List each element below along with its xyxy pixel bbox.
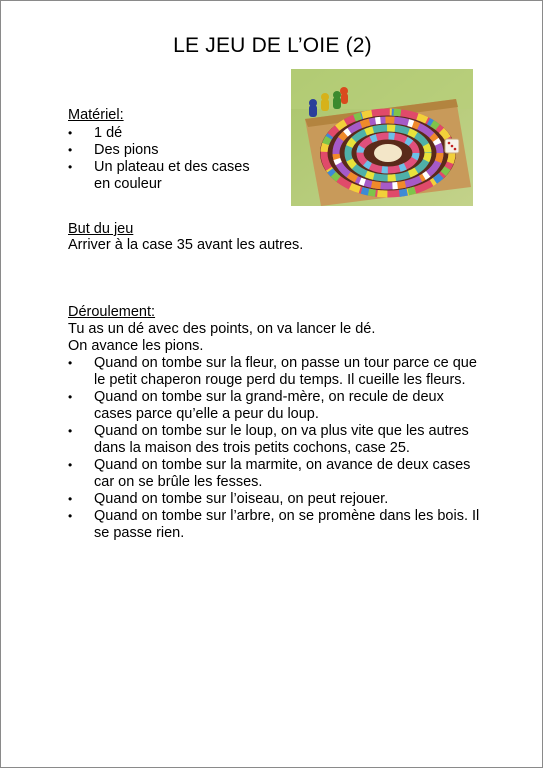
bullet-icon: •	[68, 390, 73, 404]
deroulement-intro-1: Tu as un dé avec des points, on va lancer le dé.	[68, 321, 376, 337]
materiel-list	[68, 125, 268, 193]
list-item: • Quand on tombe sur la fleur, on passe un tour parce ce que le petit chaperon rouge perd du temps. Il cueille les fleurs.	[68, 355, 477, 388]
bullet-icon: •	[68, 509, 73, 523]
list-item: • 1 dé	[68, 125, 123, 141]
list-item: • Un plateau et des cases en couleur	[68, 159, 250, 192]
bullet-icon: •	[68, 160, 73, 174]
bullet-icon: •	[68, 356, 73, 370]
materiel-heading: Matériel:	[68, 107, 124, 123]
deroulement-heading: Déroulement:	[68, 304, 156, 320]
page-title: LE JEU DE L’OIE (2)	[173, 34, 372, 57]
list-item: • Quand on tombe sur la marmite, on avance de deux cases car on se brûle les fesses.	[68, 457, 471, 490]
list-item: • Quand on tombe sur l’oiseau, on peut rejouer.	[68, 491, 389, 507]
bullet-icon: •	[68, 424, 73, 438]
but-text: Arriver à la case 35 avant les autres.	[68, 237, 304, 253]
board-game-image	[291, 69, 473, 206]
bullet-icon: •	[68, 126, 73, 140]
list-item: • Des pions	[68, 142, 159, 158]
list-item: • Quand on tombe sur le loup, on va plus vite que les autres dans la maison des trois petits cochons, case 25.	[68, 423, 469, 456]
bullet-icon: •	[68, 492, 73, 506]
board-game-photo	[291, 69, 473, 206]
bullet-icon: •	[68, 458, 73, 472]
deroulement-intro-2: On avance les pions.	[68, 338, 204, 354]
list-item: • Quand on tombe sur l’arbre, on se promène dans les bois. Il se passe rien.	[68, 508, 480, 541]
list-item: • Quand on tombe sur la grand-mère, on recule de deux cases parce qu’elle a peur du loup.	[68, 389, 444, 422]
deroulement-list	[68, 355, 480, 542]
but-heading: But du jeu	[68, 221, 134, 237]
bullet-icon: •	[68, 143, 73, 157]
